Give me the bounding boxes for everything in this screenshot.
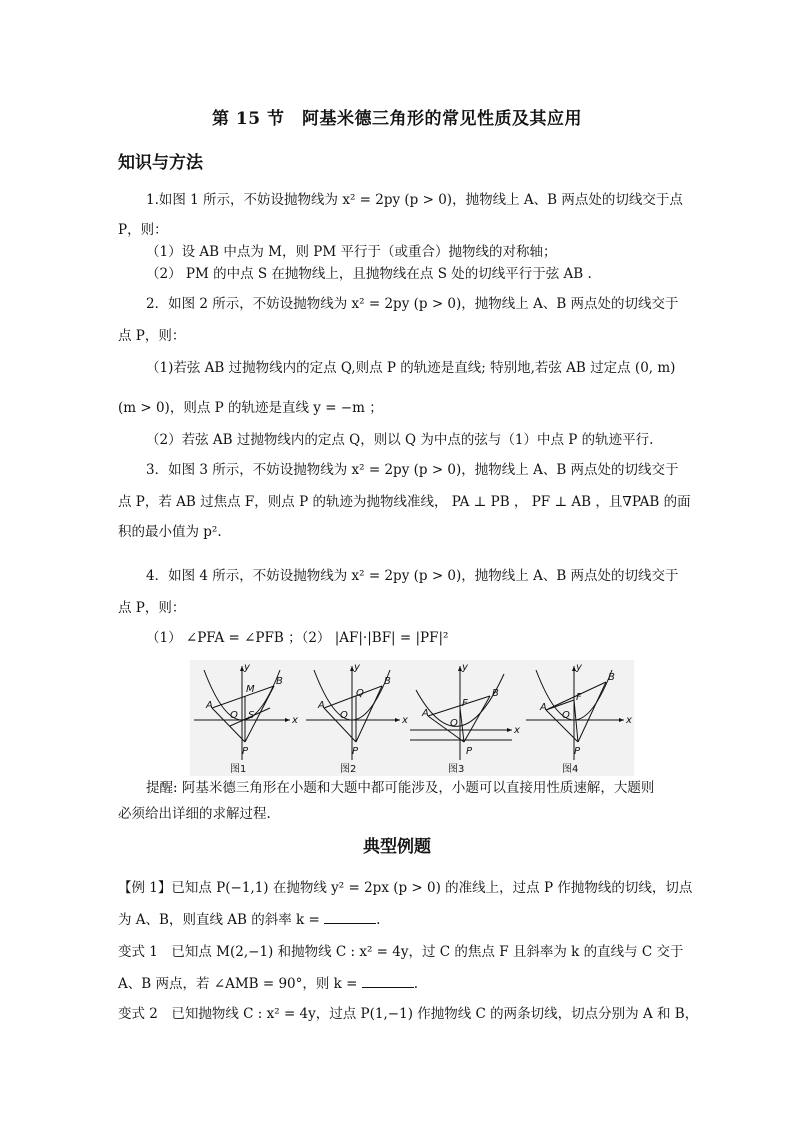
para-1-line-2: P，则： [118,222,168,238]
svg-text:B: B [492,688,499,699]
para-2-line-1: 2．如图 2 所示，不妨设抛物线为 x² = 2py (p > 0)，抛物线上 A、B 两点处的切线交于 [146,296,679,312]
para-4-line-1: 4．如图 4 所示，不妨设抛物线为 x² = 2py (p > 0)，抛物线上 A、B 两点处的切线交于 [146,568,679,584]
svg-text:O: O [230,710,238,721]
para-3-line-3: 积的最小值为 p². [118,524,222,540]
svg-text:A: A [206,700,213,711]
svg-text:x: x [514,725,520,736]
answer-blank-1[interactable] [324,911,376,924]
para-1-line-1: 1.如图 1 所示，不妨设抛物线为 x² = 2py (p > 0)，抛物线上 A、B 两点处的切线交于点 [146,192,683,208]
variant-1-line-2: A、B 两点，若 ∠AMB = 90°，则 k = . [118,976,419,992]
svg-text:F: F [576,692,582,703]
svg-text:y: y [576,662,582,673]
svg-text:P: P [352,746,359,757]
para-1-item-2: （2） PM 的中点 S 在抛物线上，且抛物线在点 S 处的切线平行于弦 AB . [146,266,592,282]
section-heading-knowledge: 知识与方法 [118,153,203,173]
tip-line-2: 必须给出详细的求解过程. [118,806,271,822]
svg-text:O: O [450,718,458,729]
section-heading-examples: 典型例题 [363,837,431,857]
svg-text:F: F [462,698,468,709]
svg-text:x: x [626,715,632,726]
svg-text:x: x [402,715,408,726]
svg-text:A: A [318,700,325,711]
svg-text:S: S [248,710,255,721]
example-1-line-2-text: 为 A、B，则直线 AB 的斜率 k = [118,912,320,928]
fig2-caption: 图2 [340,764,357,775]
variant-1-line-1: 变式 1 已知点 M(2,−1) 和抛物线 C : x² = 4y，过 C 的焦点 F 且斜率为 k 的直线与 C 交于 [118,944,684,960]
svg-text:O: O [562,710,570,721]
svg-text:P: P [574,746,581,757]
para-3-line-2: 点 P，若 AB 过焦点 F，则点 P 的轨迹为抛物线准线， PA ⊥ PB ， PF ⊥ AB ，且∇PAB 的面 [118,494,691,510]
example-1-line-2: 为 A、B，则直线 AB 的斜率 k = . [118,912,381,928]
svg-text:A: A [422,708,429,719]
svg-text:M: M [246,684,255,695]
fig1-caption: 图1 [230,764,247,775]
svg-text:y: y [244,662,250,673]
para-4-items: （1） ∠PFA = ∠PFB ；（2） |AF|·|BF| = |PF|² [146,630,449,646]
page-title: 第 15 节 阿基米德三角形的常见性质及其应用 [212,109,582,129]
para-2-line-2: 点 P，则： [118,328,186,344]
para-1-item-1: （1）设 AB 中点为 M，则 PM 平行于（或重合）抛物线的对称轴； [146,244,557,260]
svg-text:P: P [242,746,249,757]
tip-line-1: 提醒: 阿基米德三角形在小题和大题中都可能涉及，小题可以直接用性质速解，大题则 [146,780,655,796]
variant-1-line-2-text: A、B 两点，若 ∠AMB = 90°，则 k = [118,976,358,992]
fig3-caption: 图3 [448,764,465,775]
fig4-caption: 图4 [562,764,579,775]
svg-text:B: B [608,672,615,683]
svg-text:O: O [340,710,348,721]
svg-text:B: B [276,676,283,687]
figures-strip [190,660,634,776]
svg-text:A: A [540,702,547,713]
para-2-item-1-cont: (m > 0)，则点 P 的轨迹是直线 y = −m ； [118,400,383,416]
para-3-line-1: 3．如图 3 所示，不妨设抛物线为 x² = 2py (p > 0)，抛物线上 A、B 两点处的切线交于 [146,462,679,478]
svg-text:y: y [462,662,468,673]
svg-text:B: B [384,676,391,687]
svg-text:x: x [292,715,298,726]
para-4-line-2: 点 P，则： [118,600,186,616]
variant-2-line-1: 变式 2 已知抛物线 C : x² = 4y，过点 P(1,−1) 作抛物线 C 的两条切线，切点分别为 A 和 B， [118,1006,699,1022]
para-2-item-2: （2）若弦 AB 过抛物线内的定点 Q，则以 Q 为中点的弦与（1）中点 P 的轨迹平行. [146,432,654,448]
example-1-line-1: 【例 1】已知点 P(−1,1) 在抛物线 y² = 2px (p > 0) 的准线上，过点 P 作抛物线的切线，切点 [118,880,693,896]
svg-text:Q: Q [356,688,364,699]
para-2-item-1: （1)若弦 AB 过抛物线内的定点 Q,则点 P 的轨迹是直线; 特别地,若弦 AB 过定点 (0, m) [146,360,676,376]
svg-text:y: y [354,662,360,673]
svg-text:P: P [466,746,473,757]
answer-blank-2[interactable] [362,975,414,988]
